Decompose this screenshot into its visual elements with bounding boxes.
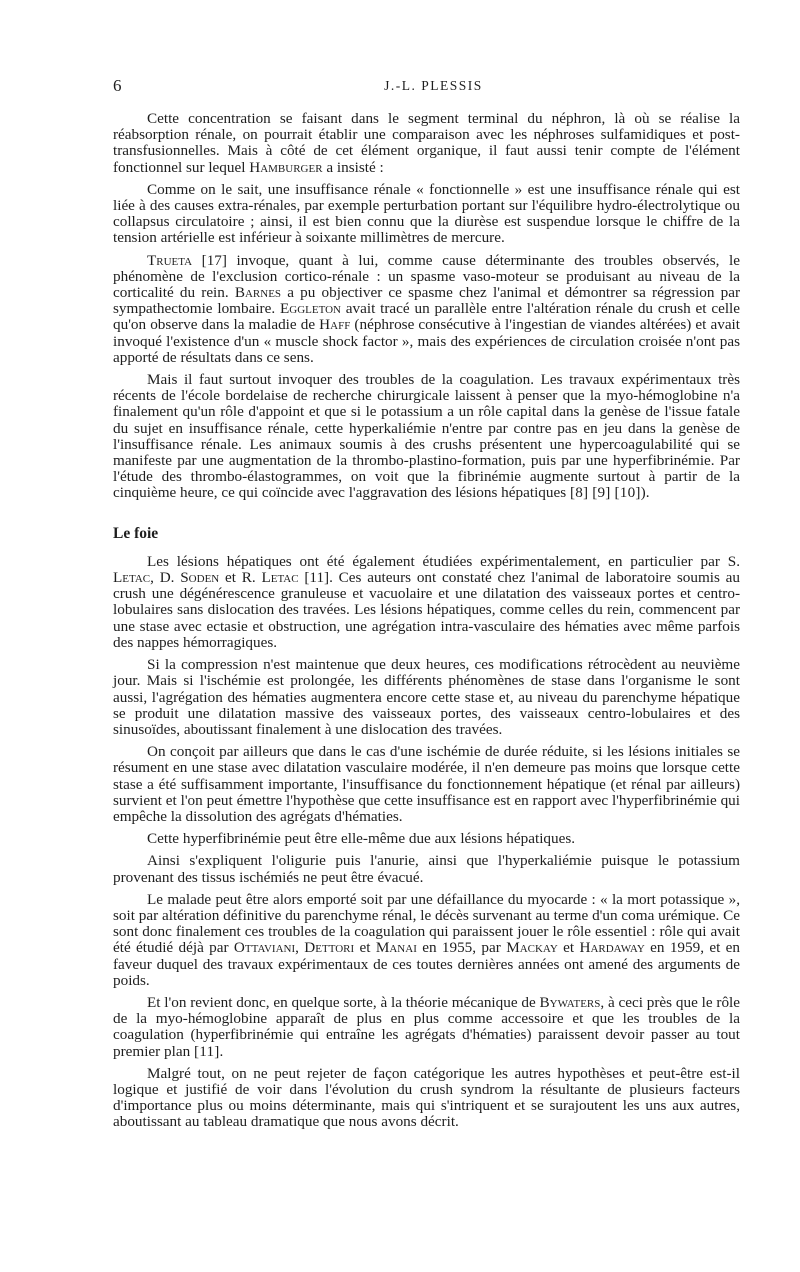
author-name: Hardaway bbox=[579, 939, 645, 957]
author-name: Dettori bbox=[304, 939, 355, 957]
paragraph-6: Si la compression n'est maintenue que deux heures, ces modifications rétrocèdent au neuvième jour. Mais si l'ischémie est prolongée, les différents phénomènes de stase dans l'organisme le sont aussi, l'agrégation des hématies augmentera encore cette stase et, au niveau du parenchyme hépatique se produit une dilatation massive des vaisseaux portes, des vaisseaux centro-lobulaires et des sinusoïdes, aboutissant finalement à une dislocation des travées. bbox=[113, 656, 740, 738]
paragraph-text: Les lésions hépatiques ont été également étudiées expérimentalement, en particulier par S. bbox=[147, 552, 740, 570]
section-heading: Le foie bbox=[113, 524, 159, 542]
author-name: Ottaviani bbox=[233, 939, 296, 957]
paragraph-text: a pu objectiver ce spasme chez l'animal et démontrer sa régression par sympathectomie lombaire. bbox=[113, 284, 740, 318]
paragraph-text: et bbox=[557, 939, 580, 957]
author-name: Trueta bbox=[147, 251, 193, 269]
paragraph-text: a insisté : bbox=[322, 158, 384, 176]
paragraph-text: Cette concentration se faisant dans le segment terminal du néphron, là où se réalise la réabsorption rénale, on pourrait établir une comparaison avec les néphroses sulfamidiques et post-transfusionnelles. Mais à côté de cet élément organique, il faut aussi tenir compte de l'élément fonctionnel sur lequel bbox=[113, 110, 740, 176]
author-name: Eggleton bbox=[279, 300, 341, 318]
paragraph-10 bbox=[113, 892, 740, 989]
paragraph-text: Et l'on revient donc, en quelque sorte, à la théorie mécanique de bbox=[147, 993, 540, 1011]
author-name: Letac bbox=[261, 569, 299, 587]
author-name: Hamburger bbox=[249, 158, 323, 176]
paragraph-text: en 1955, par bbox=[416, 939, 507, 957]
paragraph-text: , D. bbox=[150, 569, 181, 587]
paragraph-text: [17] invoque, quant à lui, comme cause déterminante des troubles observés, le phénomène de l'exclusion cortico-rénale : un spasme vaso-moteur se produisant au niveau de la corticalité du rein. bbox=[113, 251, 740, 302]
paragraph-3 bbox=[113, 253, 740, 366]
paragraph-text: (néphrose consécutive à l'ingestian de viandes altérées) et avait invoqué l'existence d'un « muscle shock factor », mais des expériences de circulation croisée n'ont pas apporté de résultats dans ce sens. bbox=[113, 316, 740, 366]
paragraph-text: [11]. Ces auteurs ont constaté chez l'animal de laboratoire soumis au crush une dégénérescence granuleuse et vacuolaire et une dilatation des vaisseaux portes et centro-lobulaires sans dislocation des travées. Les lésions hépatiques, comme celles du rein, commencent par une stase avec ectasie et obstruction, une agrégation intra-vasculaire des hématies avec même parfois des nappes hémorragiques. bbox=[113, 569, 741, 651]
paragraph-text: et bbox=[354, 939, 376, 957]
paragraph-4 bbox=[113, 372, 740, 502]
author-name: Mackay bbox=[506, 939, 558, 957]
paragraph-text: avait tracé un parallèle entre l'altération rénale du crush et celle qu'on observe dans la maladie de bbox=[113, 300, 740, 334]
author-name: Letac bbox=[113, 569, 151, 587]
paragraph-5 bbox=[113, 554, 740, 651]
paragraph-11 bbox=[113, 995, 740, 1060]
article-body bbox=[113, 111, 740, 1137]
paragraph-text: ). bbox=[640, 484, 650, 502]
paragraph-7: On conçoit par ailleurs que dans le cas d'une ischémie de durée réduite, si les lésions initiales se résument en une stase avec dilatation vasculaire modérée, il n'en demeure pas moins que lorsque cette stase a été suffisamment importante, l'insuffisance du fonctionnement hépatique (et rénal par ailleurs) survient et l'on peut émettre l'hypothèse que cette insuffisance est en rapport avec l'hyperfibrinémie qui empêche la dissolution des agrégats d'hématies. bbox=[113, 743, 740, 825]
running-head: J.-L. PLESSIS bbox=[384, 78, 483, 93]
author-name: Barnes bbox=[234, 284, 282, 302]
paragraph-1 bbox=[113, 111, 740, 176]
paragraph-text: Le malade peut être alors emporté soit par une défaillance du myocarde : « la mort potassique », soit par altération définitive du parenchyme rénal, le décès survenant au terme d'un coma urémique. Ce sont donc finalement ces troubles de la coagulation qui paraissent jouer le rôle essentiel : rôle qui avait été étudié déjà par bbox=[113, 890, 740, 957]
paragraph-text: et R. bbox=[219, 569, 262, 587]
citation-refs: [11] bbox=[193, 1042, 220, 1060]
paragraph-12: Malgré tout, on ne peut rejeter de façon catégorique les autres hypothèses et peut-être est-il logique et justifié de voir dans l'évolution du crush syndrom la résultante de plusieurs facteurs d'importance plus ou moins déterminante, mais qui s'intriquent et se surajoutent les uns aux autres, aboutissant au tableau dramatique que nous avons décrit. bbox=[113, 1064, 740, 1131]
paragraph-text: Mais il faut surtout invoquer des troubles de la coagulation. Les travaux expérimentaux très récents de l'école bordelaise de recherche chirurgicale laissent à penser que la myo-hémoglobine n'a finalement qu'un rôle d'appoint et que si le potassium a un rôle capital dans la genèse de l'issue fatale du sujet en insuffisance rénale, cette hyperkaliémie n'entre par contre pas en jeu dans la genèse de l'insuffisance rénale. Les animaux soumis à des crushs présentent une hypercoagulabilité qui se manifeste par une augmentation de la thrombo-plastino-formation, puis par une hyperfibrinémie. Par l'étude des thrombo-élastogrammes, on voit que la fibrinémie augmente surtout à partir de la cinquième heure, ce qui coïncide avec l'aggravation des lésions hépatiques bbox=[113, 371, 740, 502]
author-name: Soden bbox=[180, 569, 220, 587]
page-header bbox=[113, 76, 754, 96]
citation-refs: [8] [9] [10] bbox=[569, 484, 641, 502]
paragraph-9: Ainsi s'expliquent l'oligurie puis l'anurie, ainsi que l'hyperkaliémie puisque le potassium provenant des tissus ischémiés ne peut être évacué. bbox=[113, 852, 740, 886]
paragraph-2: Comme on le sait, une insuffisance rénale « fonctionnelle » est une insuffisance rénale qui est liée à des causes extra-rénales, par exemple perturbation portant sur l'équilibre hydro-électrolytique ou collapsus circulatoire ; ainsi, il est bien connu que la diurèse est suspendue lorsque le chiffre de la tension artérielle est inférieur à soixante millimètres de mercure. bbox=[113, 180, 740, 247]
author-name: Haff bbox=[319, 316, 351, 334]
paragraph-text: en 1959, et en faveur duquel des travaux expérimentaux de ces toutes dernières années ont amené des arguments de poids. bbox=[113, 939, 741, 989]
paragraph-8: Cette hyperfibrinémie peut être elle-même due aux lésions hépatiques. bbox=[147, 830, 576, 848]
paragraph-text: , à ceci près que le rôle de la myo-hémoglobine apparaît de plus en plus comme accessoire et que les troubles de la coagulation (hyperfibrinémie qui entraîne les agrégats d'hématies) paraissent devoir passer au tout premier plan bbox=[113, 993, 740, 1060]
page-number: 6 bbox=[113, 76, 122, 95]
author-name: Manai bbox=[375, 939, 417, 957]
paragraph-text: , bbox=[295, 939, 305, 957]
paragraph-text: . bbox=[219, 1042, 224, 1060]
author-name: Bywaters bbox=[539, 993, 601, 1011]
